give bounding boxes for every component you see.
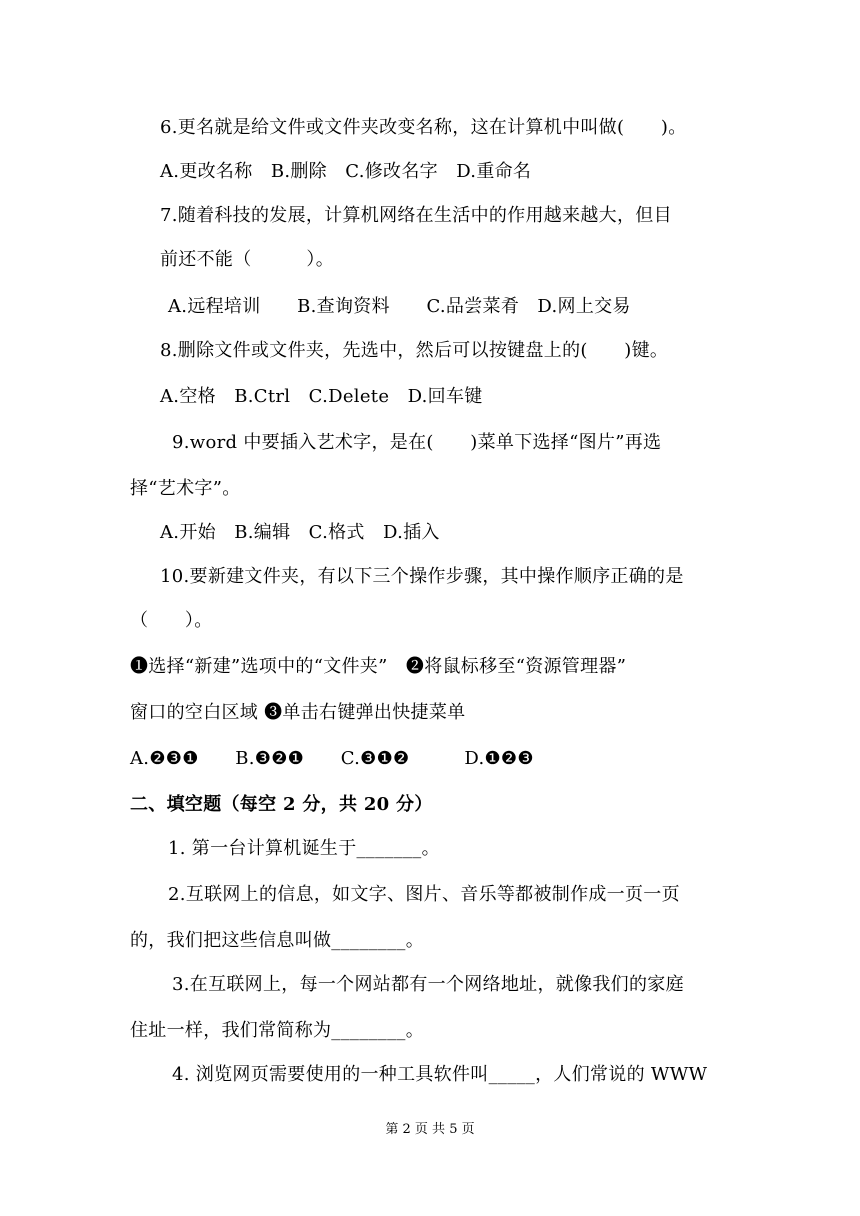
question-6-options: A.更改名称 B.删除 C.修改名字 D.重命名	[160, 161, 532, 182]
question-9: 9.word 中要插入艺术字，是在( )菜单下选择“图片”再选	[172, 432, 662, 453]
question-7-options: A.远程培训 B.查询资料 C.品尝菜肴 D.网上交易	[168, 296, 631, 317]
page-footer: 第 2 页 共 5 页	[385, 1122, 475, 1137]
fill-question-2-continued: 的，我们把这些信息叫做________。	[130, 930, 424, 951]
question-10-options: A.❷❸❶ B.❸❷❶ C.❸❶❷ D.❶❷❸	[130, 748, 534, 769]
question-10: 10.要新建文件夹，有以下三个操作步骤，其中操作顺序正确的是	[160, 566, 684, 587]
fill-question-2: 2.互联网上的信息，如文字、图片、音乐等都被制作成一页一页	[168, 884, 680, 905]
fill-question-3: 3.在互联网上，每一个网站都有一个网络地址，就像我们的家庭	[172, 974, 684, 995]
fill-question-4: 4. 浏览网页需要使用的一种工具软件叫_____，人们常说的 WWW	[172, 1064, 708, 1085]
question-6: 6.更名就是给文件或文件夹改变名称，这在计算机中叫做( )。	[160, 117, 687, 138]
question-9-options: A.开始 B.编辑 C.格式 D.插入	[160, 522, 440, 543]
question-7-continued: 前还不能（ ）。	[160, 249, 334, 270]
fill-question-3-continued: 住址一样，我们常简称为________。	[130, 1020, 424, 1041]
question-10-continued: （ ）。	[130, 610, 213, 631]
question-10-steps: ❶选择“新建”选项中的“文件夹” ❷将鼠标移至“资源管理器”	[130, 656, 627, 677]
question-7: 7.随着科技的发展，计算机网络在生活中的作用越来越大，但目	[160, 205, 672, 226]
question-8-options: A.空格 B.Ctrl C.Delete D.回车键	[160, 386, 483, 407]
fill-question-1: 1. 第一台计算机诞生于_______。	[168, 838, 440, 859]
question-8: 8.删除文件或文件夹，先选中，然后可以按键盘上的( )键。	[160, 340, 669, 361]
question-10-steps-continued: 窗口的空白区域 ❸单击右键弹出快捷菜单	[130, 702, 466, 723]
section-heading-fill-in: 二、填空题（每空 2 分，共 20 分）	[130, 794, 433, 815]
question-9-continued: 择“艺术字”。	[130, 478, 241, 499]
